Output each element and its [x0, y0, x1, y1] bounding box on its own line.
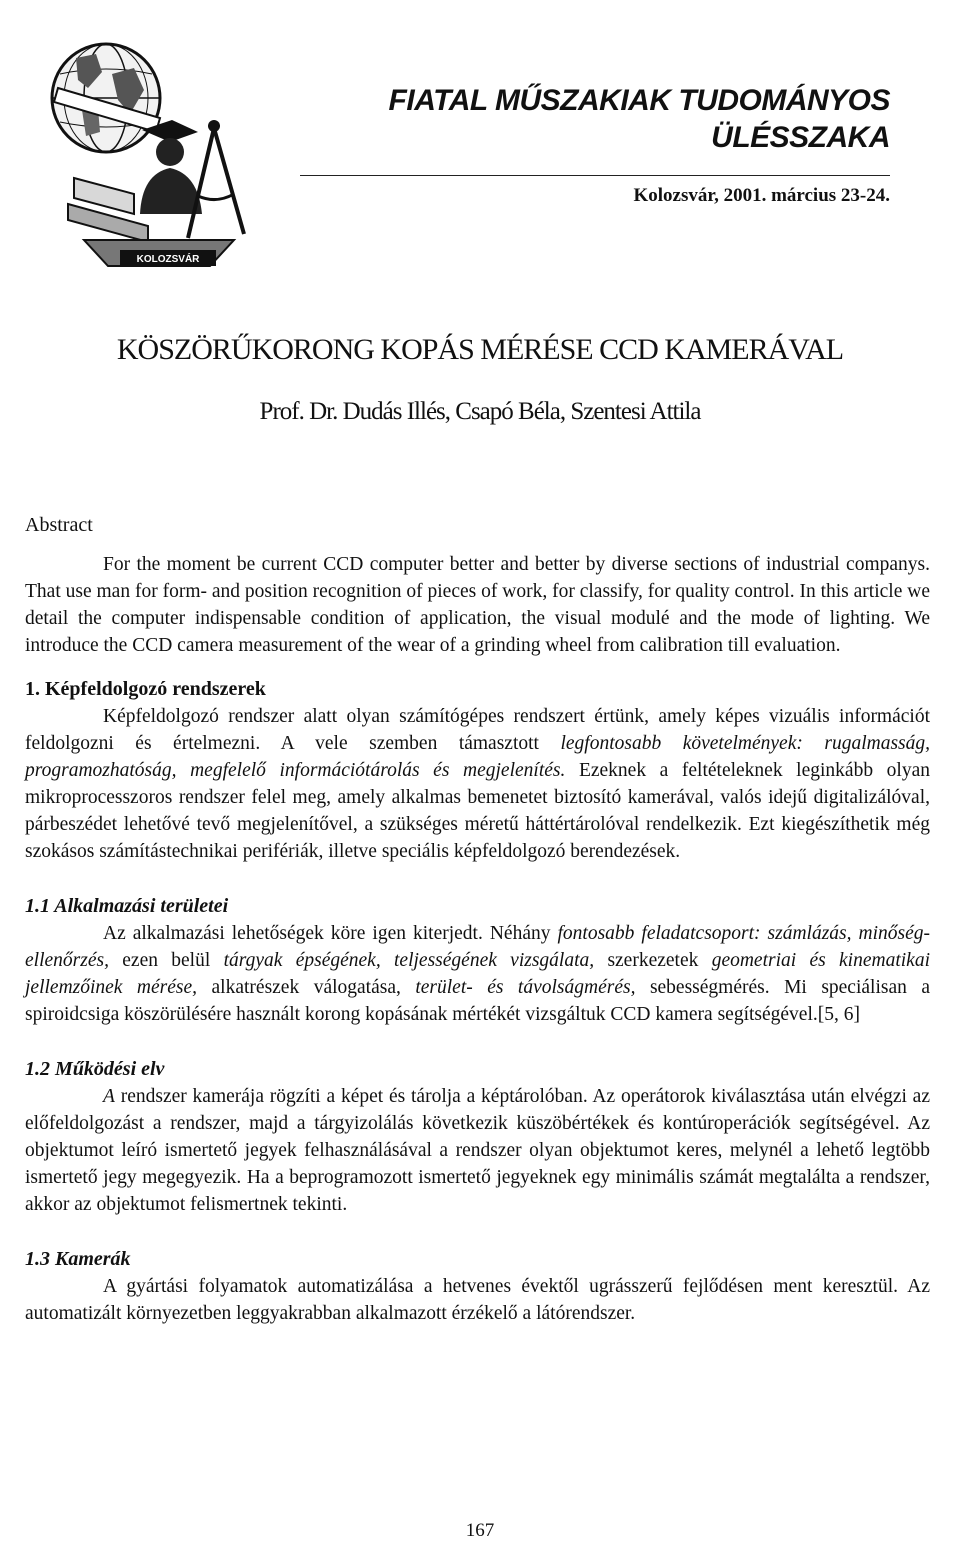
section-1-1-text-3: szerkezetek [594, 950, 712, 971]
section-1-1-text-1: Az alkalmazási lehetőségek köre igen kiterjedt. Néhány [103, 923, 558, 944]
section-1-2-paragraph [25, 1083, 930, 1218]
header-divider [300, 175, 890, 176]
abstract-text: For the moment be current CCD computer better and better by diverse sections of industrial companys. That use man for form- and position recognition of pieces of work, for classify, for quality control. In this article we detail the computer indispensable condition of application, the visual modulé and the mode of lighting. We introduce the CCD camera measurement of the wear of a grinding wheel from calibration till evaluation. [25, 554, 930, 656]
conference-logo-graphic [38, 28, 268, 278]
section-1-1-text-5: sebességmérés. Mi speciálisan a spiroidcsiga köszörülésére használt korong kopásának mértékét vizsgáltuk CCD kamera segítségével.[5, 6] [25, 977, 930, 1025]
section-1-1-emphasis-3: geometriai és kinematikai jellemzőinek mérése, [25, 950, 930, 998]
section-1-text-b: Ezeknek a feltételeknek leginkább olyan mikroprocesszoros rendszer felel meg, amely alkalmas bemenetet biztosító kamerával, valós idejű digitalizálóval, párbeszédet lehetővé tevő megjelenítővel, a szükséges méretű háttértárolóval rendelkezik. Ezt kiegészíthetik még szokásos számítástechnikai perifériák, illetve speciális képfeldolgozó berendezések. [25, 760, 930, 862]
logo-label: KOLOZSVÁR [136, 254, 200, 265]
section-1-3-heading: 1.3 Kamerák [25, 1248, 131, 1270]
section-1-heading: 1. Képfeldolgozó rendszerek [25, 678, 266, 700]
page-number: 167 [465, 1520, 495, 1541]
section-1-1-text-4: alkatrészek válogatása, [197, 977, 416, 998]
section-1-2-emphasis: A [103, 1086, 115, 1107]
section-1-1-text-2: ezen belül [108, 950, 224, 971]
section-1-text-a: Képfeldolgozó rendszer alatt olyan számítógépes rendszert értünk, amely képes vizuális információt feldolgozni és értelmezni. A vele szemben támasztott [25, 706, 930, 754]
section-1-1-emphasis-4: terület- és távolságmérés, [415, 977, 636, 998]
section-1-1-emphasis-2: tárgyak épségének, teljességének vizsgálata, [223, 950, 595, 971]
section-1-1-emphasis-1: fontosabb feladatcsoport: számlázás, minőség-ellenőrzés, [25, 923, 931, 971]
paper-authors: Prof. Dr. Dudás Illés, Csapó Béla, Szentesi Attila [259, 398, 701, 425]
section-1-2-heading: 1.2 Működési elv [25, 1058, 165, 1080]
conference-title-line1: FIATAL MŰSZAKIAK TUDOMÁNYOS [388, 84, 890, 117]
section-1-2-text: rendszer kamerája rögzíti a képet és tárolja a képtárolóban. Az operátorok kiválasztása után elvégzi az előfeldolgozást a rendszer, majd a tárgyizolálás következik küszöbértékek és kontúroperációk segítségével. Az objektumot leíró ismertető jegyek felhasználásával a rendszer olyan objektumot keres, melynél a lehető legtöbb ismertető jegy megegyezik. Ha a beprogramozott ismertető jegyeknek egy minimális számát megtalálta a rendszer, akkor az objektumot felismertnek tekinti. [25, 1086, 930, 1215]
paper-title: KÖSZÖRŰKORONG KOPÁS MÉRÉSE CCD KAMERÁVAL [116, 333, 844, 366]
section-1-3-paragraph: A gyártási folyamatok automatizálása a hetvenes évektől ugrásszerű fejlődésen ment keresztül. Az automatizált környezetben leggyakrabban alkalmazott érzékelő a látórendszer. [25, 1276, 930, 1324]
conference-date: Kolozsvár, 2001. március 23-24. [633, 185, 890, 206]
section-1-1-heading: 1.1 Alkalmazási területei [25, 895, 229, 917]
conference-title-line2: ÜLÉSSZAKA [711, 121, 890, 154]
paper-body [25, 512, 930, 1327]
section-1-emphasis: legfontosabb követelmények: rugalmasság, programozhatóság, megfelelő információtárolás és megjelenítés. [25, 733, 931, 781]
conference-title [300, 82, 890, 156]
section-1-1-paragraph [25, 920, 930, 1028]
section-1-paragraph [25, 703, 930, 865]
conference-logo [38, 28, 268, 278]
abstract-heading: Abstract [25, 514, 93, 536]
